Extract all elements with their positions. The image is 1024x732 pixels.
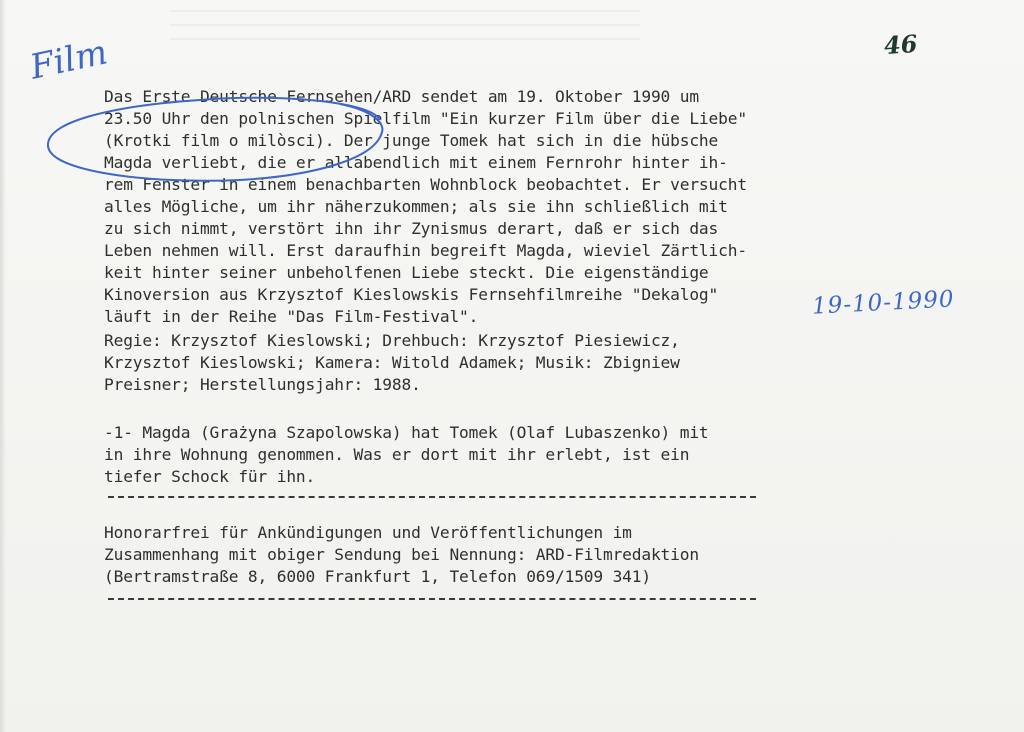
- dashed-divider: [108, 496, 756, 498]
- dashed-divider: [108, 598, 756, 600]
- handwritten-ellipse-mark: [40, 92, 390, 192]
- text-line: in ihre Wohnung genommen. Was er dort mit ihr erlebt, ist ein: [104, 445, 690, 464]
- show-through-text: [170, 10, 640, 50]
- text-line: Kinoversion aus Krzysztof Kieslowskis Fernsehfilmreihe "Dekalog": [104, 285, 719, 304]
- copyright-notice: [104, 522, 699, 588]
- text-line: läuft in der Reihe "Das Film-Festival".: [104, 307, 479, 326]
- text-line: Preisner; Herstellungsjahr: 1988.: [104, 375, 421, 394]
- text-line: Krzysztof Kieslowski; Kamera: Witold Adamek; Musik: Zbigniew: [104, 353, 680, 372]
- handwritten-film-note: Film: [26, 32, 111, 88]
- text-line: keit hinter seiner unbeholfenen Liebe steckt. Die eigenständige: [104, 263, 709, 282]
- text-line: -1- Magda (Grażyna Szapolowska) hat Tomek (Olaf Lubaszenko) mit: [104, 423, 709, 442]
- text-line: Das Erste Deutsche Fernsehen/ARD sendet am 19. Oktober 1990 um: [104, 87, 699, 106]
- text-line: Regie: Krzysztof Kieslowski; Drehbuch: Krzysztof Piesiewicz,: [104, 331, 680, 350]
- handwritten-page-number: 46: [883, 28, 919, 61]
- credits-paragraph: [104, 330, 680, 396]
- text-line: Honorarfrei für Ankündigungen und Veröffentlichungen im: [104, 523, 632, 542]
- text-line: zu sich nimmt, verstört ihn ihr Zynismus derart, daß er sich das: [104, 219, 719, 238]
- handwritten-date-note: 19-10-1990: [811, 286, 956, 320]
- text-line: Zusammenhang mit obiger Sendung bei Nennung: ARD-Filmredaktion: [104, 545, 699, 564]
- photo-caption: [104, 422, 709, 488]
- text-line: (Krotki film o milòsci). Der junge Tomek hat sich in die hübsche: [104, 131, 719, 150]
- text-line: alles Mögliche, um ihr näherzukommen; als sie ihn schließlich mit: [104, 197, 728, 216]
- text-line: Leben nehmen will. Erst daraufhin begreift Magda, wieviel Zärtlich-: [104, 241, 747, 260]
- text-line: Magda verliebt, die er allabendlich mit einem Fernrohr hinter ih-: [104, 153, 728, 172]
- text-line: tiefer Schock für ihn.: [104, 467, 316, 486]
- scan-edge: [0, 0, 6, 732]
- text-line: 23.50 Uhr den polnischen Spielfilm "Ein kurzer Film über die Liebe": [104, 109, 747, 128]
- text-line: rem Fenster in einem benachbarten Wohnblock beobachtet. Er versucht: [104, 175, 747, 194]
- text-line: (Bertramstraße 8, 6000 Frankfurt 1, Telefon 069/1509 341): [104, 567, 651, 586]
